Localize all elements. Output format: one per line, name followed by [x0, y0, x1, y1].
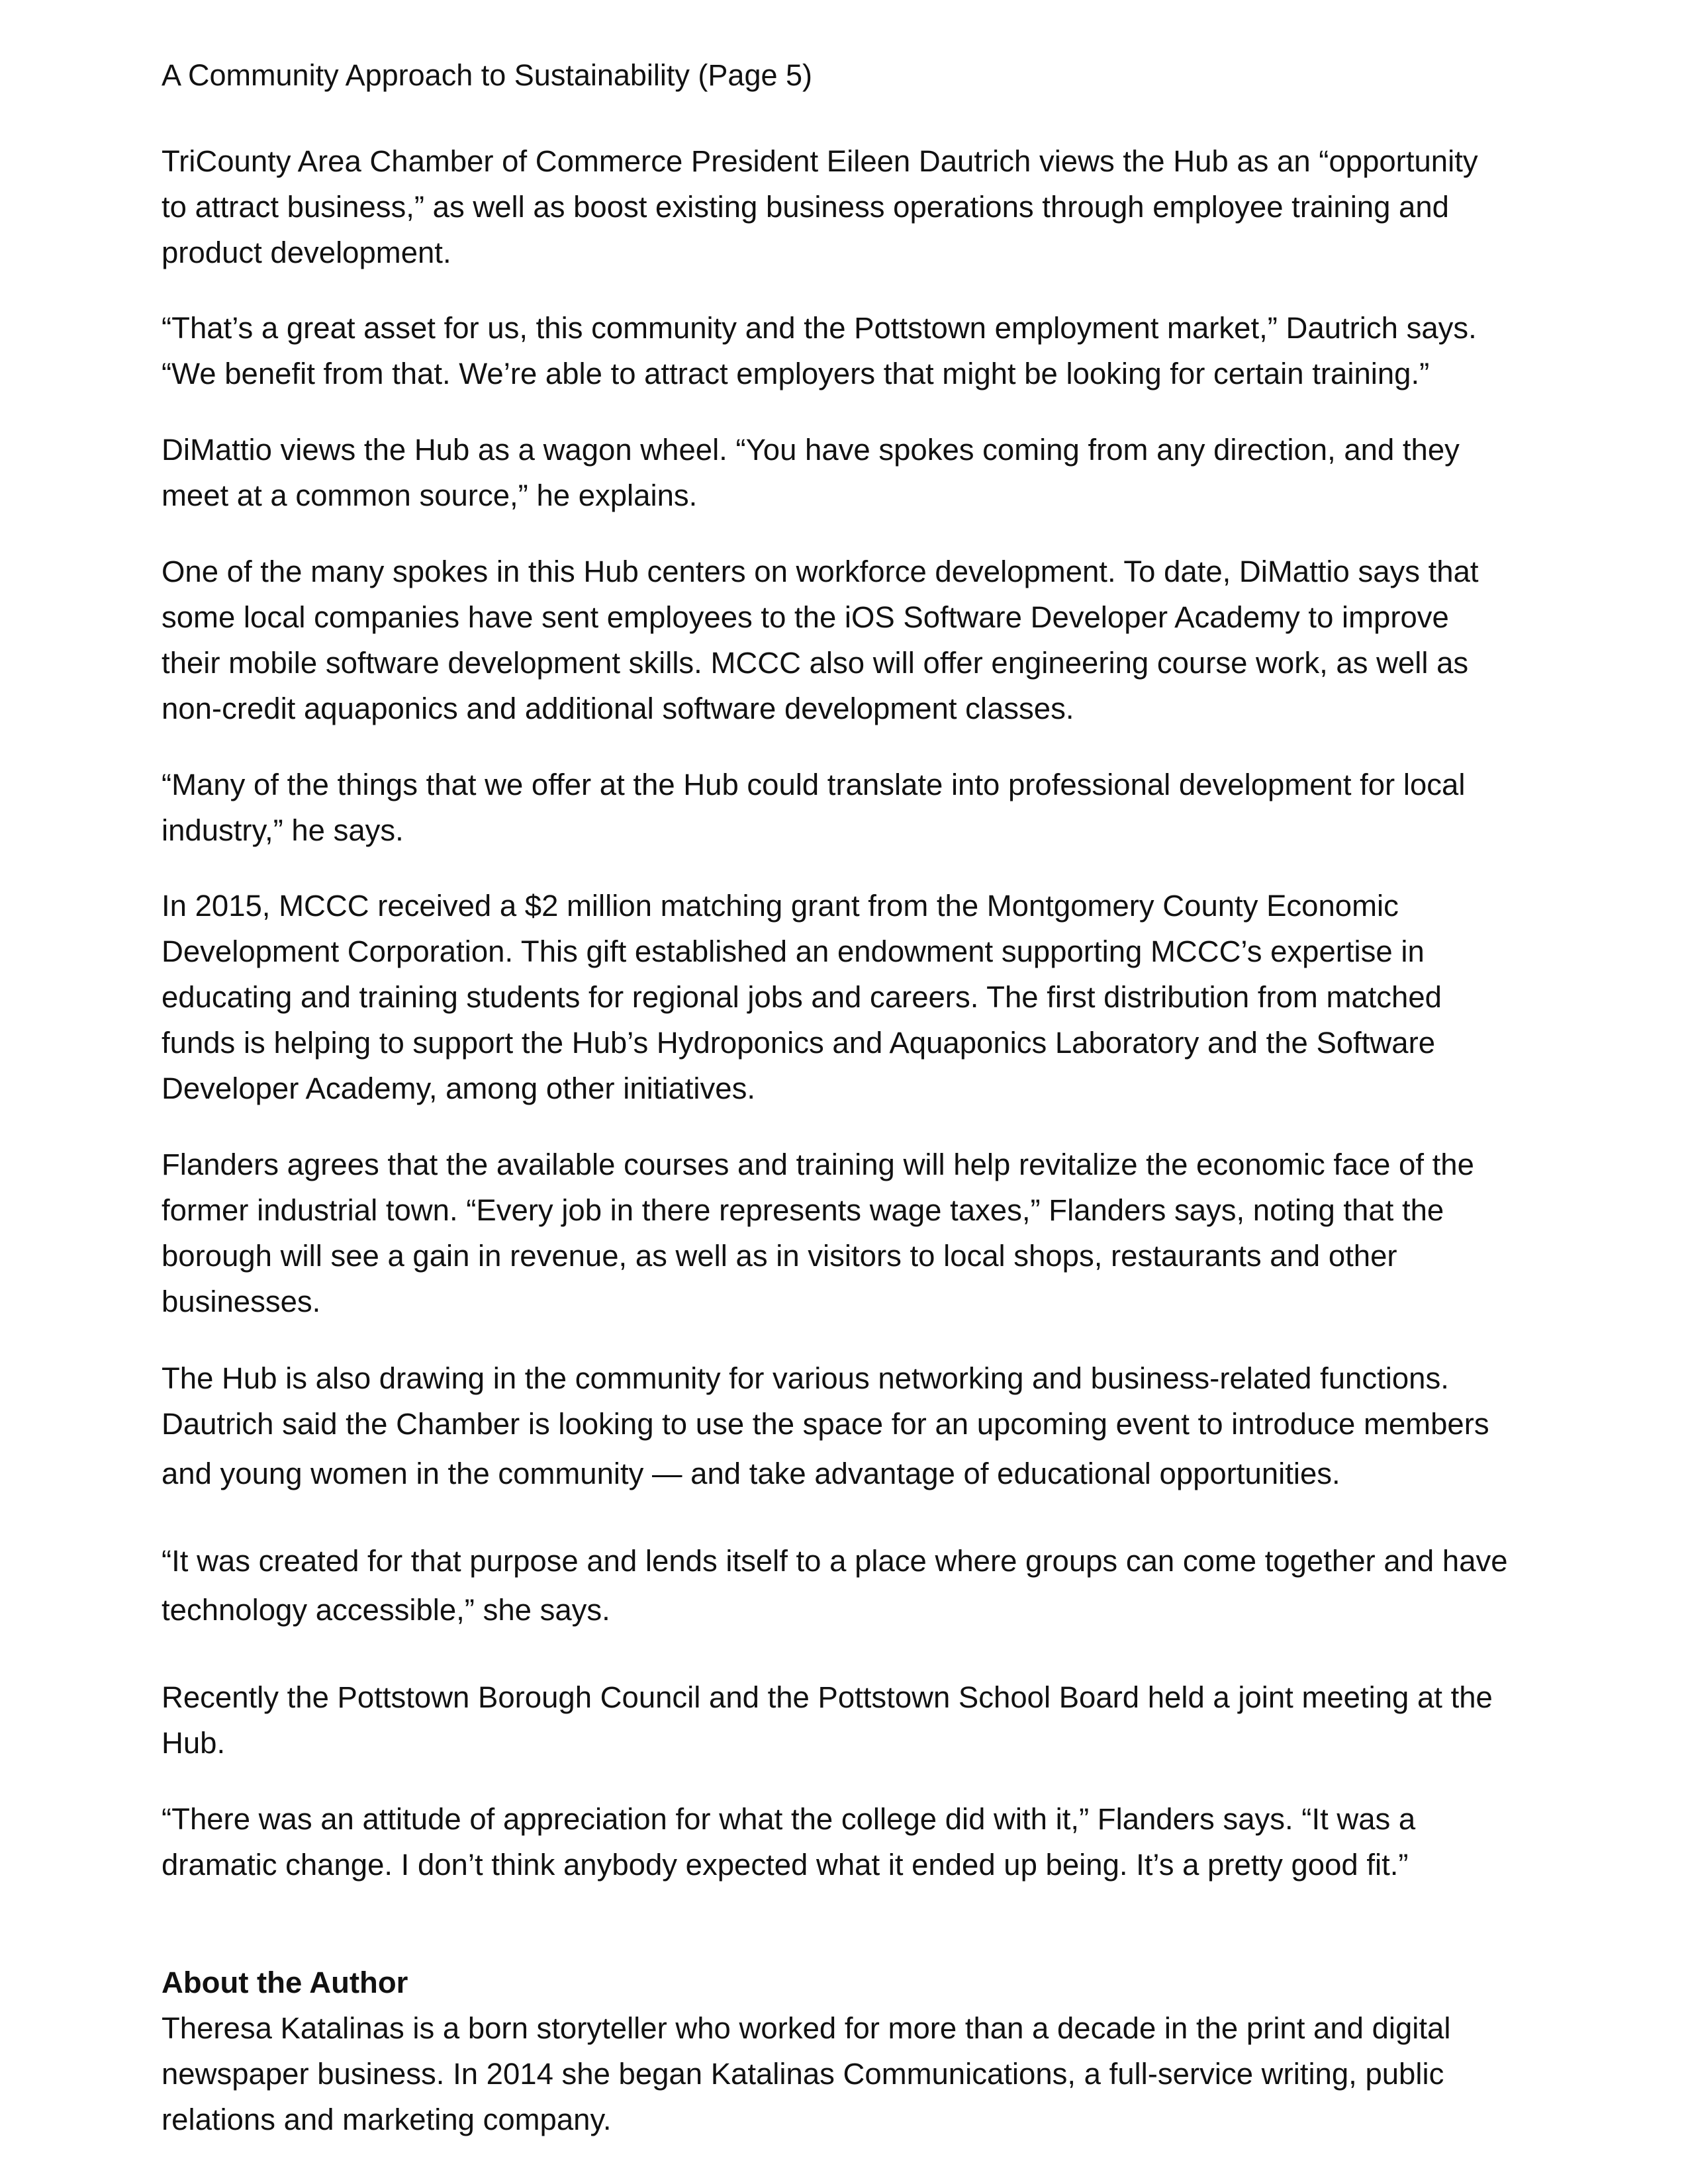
paragraph-chamber-president — [162, 138, 1538, 275]
text-line: newspaper business. In 2014 she began Katalinas Communications, a full-service writing, public — [162, 2057, 1444, 2091]
text-line: borough will see a gain in revenue, as well as in visitors to local shops, restaurants and other — [162, 1239, 1397, 1273]
paragraph-professional-development — [162, 762, 1538, 853]
about-author-heading: About the Author — [162, 1966, 408, 1999]
paragraph-workforce — [162, 549, 1538, 731]
text-line: industry,” he says. — [162, 813, 404, 847]
paragraph-flanders-closing — [162, 1796, 1538, 1888]
text-line: former industrial town. “Every job in there represents wage taxes,” Flanders says, noting that the — [162, 1193, 1444, 1227]
text-line: Developer Academy, among other initiatives. — [162, 1071, 755, 1105]
paragraph-wagon-wheel — [162, 427, 1538, 518]
text-line: “That’s a great asset for us, this community and the Pottstown employment market,” Dautrich says. — [162, 311, 1477, 345]
text-line: DiMattio views the Hub as a wagon wheel. “You have spokes coming from any direction, and they — [162, 433, 1460, 467]
text-line: Dautrich said the Chamber is looking to use the space for an upcoming event to introduce members — [162, 1407, 1489, 1441]
text-line: Development Corporation. This gift established an endowment supporting MCCC’s expertise in — [162, 934, 1425, 968]
text-line: relations and marketing company. — [162, 2103, 612, 2136]
text-line: businesses. — [162, 1285, 321, 1318]
text-line: “There was an attitude of appreciation for what the college did with it,” Flanders says. “It was a — [162, 1802, 1416, 1836]
paragraph-dautrich-quote — [162, 305, 1538, 396]
text-line: Recently the Pottstown Borough Council and the Pottstown School Board held a joint meeting at the — [162, 1680, 1493, 1714]
text-line: non-credit aquaponics and additional software development classes. — [162, 692, 1074, 725]
paragraph-networking — [162, 1355, 1538, 1496]
text-line: “We benefit from that. We’re able to attract employers that might be looking for certain training.” — [162, 357, 1430, 390]
text-line: technology accessible,” she says. — [162, 1593, 610, 1627]
text-line: and young women in the community — and take advantage of educational opportunities. — [162, 1457, 1340, 1490]
text-line: Theresa Katalinas is a born storyteller who worked for more than a decade in the print and digital — [162, 2011, 1451, 2045]
text-line: some local companies have sent employees to the iOS Software Developer Academy to improve — [162, 600, 1449, 634]
text-line: One of the many spokes in this Hub centers on workforce development. To date, DiMattio says that — [162, 555, 1479, 588]
text-line: Hub. — [162, 1726, 226, 1760]
text-line: dramatic change. I don’t think anybody expected what it ended up being. It’s a pretty good fit.” — [162, 1848, 1409, 1882]
paragraph-flanders-economic — [162, 1142, 1538, 1324]
text-line: funds is helping to support the Hub’s Hydroponics and Aquaponics Laboratory and the Software — [162, 1026, 1436, 1060]
text-line: TriCounty Area Chamber of Commerce President Eileen Dautrich views the Hub as an “opportunity — [162, 144, 1478, 178]
text-line: Flanders agrees that the available courses and training will help revitalize the economic face of the — [162, 1148, 1474, 1181]
text-line: their mobile software development skills. MCCC also will offer engineering course work, as well as — [162, 646, 1469, 680]
text-line: The Hub is also drawing in the community for various networking and business-related functions. — [162, 1361, 1449, 1395]
paragraph-joint-meeting — [162, 1674, 1538, 1766]
text-line: In 2015, MCCC received a $2 million matching grant from the Montgomery County Economic — [162, 889, 1399, 923]
text-line: “It was created for that purpose and lends itself to a place where groups can come together and have — [162, 1544, 1508, 1578]
text-line: meet at a common source,” he explains. — [162, 478, 698, 512]
about-author-section — [162, 1960, 1538, 2142]
text-line: product development. — [162, 236, 451, 269]
text-line: “Many of the things that we offer at the Hub could translate into professional development for local — [162, 768, 1466, 801]
text-line: to attract business,” as well as boost existing business operations through employee training and — [162, 190, 1449, 224]
paragraph-grant — [162, 883, 1538, 1111]
paragraph-purpose-quote — [162, 1537, 1538, 1635]
text-line: educating and training students for regional jobs and careers. The first distribution from matched — [162, 980, 1442, 1014]
running-head: A Community Approach to Sustainability (Page 5) — [162, 58, 813, 92]
